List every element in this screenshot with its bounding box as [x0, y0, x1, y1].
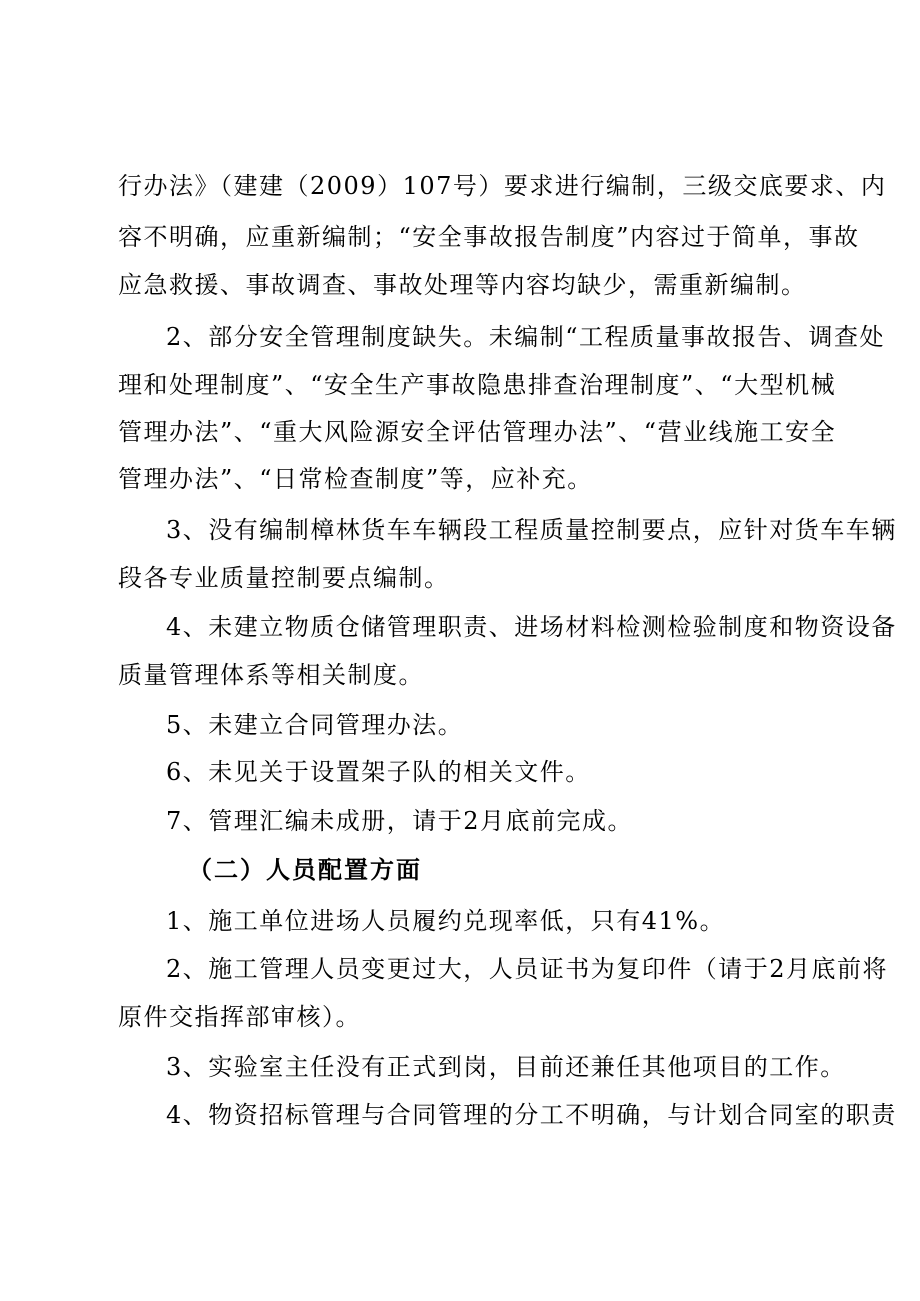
paragraph-2-start: 2、部分安全管理制度缺失。未编制“工程质量事故报告、调查处: [166, 323, 886, 351]
staffing-item-2: 2、施工管理人员变更过大，人员证书为复印件（请于2月底前将: [166, 955, 889, 983]
text-line: 管理办法”、“日常检查制度”等，应补充。: [118, 465, 593, 493]
staffing-item-4: 4、物资招标管理与合同管理的分工不明确，与计划合同室的职责: [166, 1101, 897, 1129]
text-line: 容不明确，应重新编制；“安全事故报告制度”内容过于简单，事故: [118, 223, 860, 251]
staffing-item-1: 1、施工单位进场人员履约兑现率低，只有41%。: [166, 907, 726, 935]
text-line: 应急救援、事故调查、事故处理等内容均缺少，需重新编制。: [118, 271, 807, 299]
paragraph-6: 6、未见关于设置架子队的相关文件。: [166, 758, 591, 786]
section-heading: （二）人员配置方面: [188, 855, 422, 884]
paragraph-3-start: 3、没有编制樟林货车车辆段工程质量控制要点，应针对货车车辆: [166, 516, 897, 544]
paragraph-7: 7、管理汇编未成册，请于2月底前完成。: [166, 807, 634, 835]
paragraph-5: 5、未建立合同管理办法。: [166, 711, 464, 739]
text-line: 行办法》（建建（2009）107号）要求进行编制，三级交底要求、内: [118, 172, 887, 200]
text-line: 段各专业质量控制要点编制。: [118, 564, 450, 592]
staffing-item-3: 3、实验室主任没有正式到岗，目前还兼任其他项目的工作。: [166, 1053, 846, 1081]
text-line: 质量管理体系等相关制度。: [118, 661, 424, 689]
text-line: 理和处理制度”、“安全生产事故隐患排查治理制度”、“大型机械: [118, 371, 837, 399]
text-line: 原件交指挥部审核）。: [118, 1003, 361, 1031]
text-line: 管理办法”、“重大风险源安全评估管理办法”、“营业线施工安全: [118, 418, 837, 446]
paragraph-4-start: 4、未建立物质仓储管理职责、进场材料检测检验制度和物资设备: [166, 613, 897, 641]
